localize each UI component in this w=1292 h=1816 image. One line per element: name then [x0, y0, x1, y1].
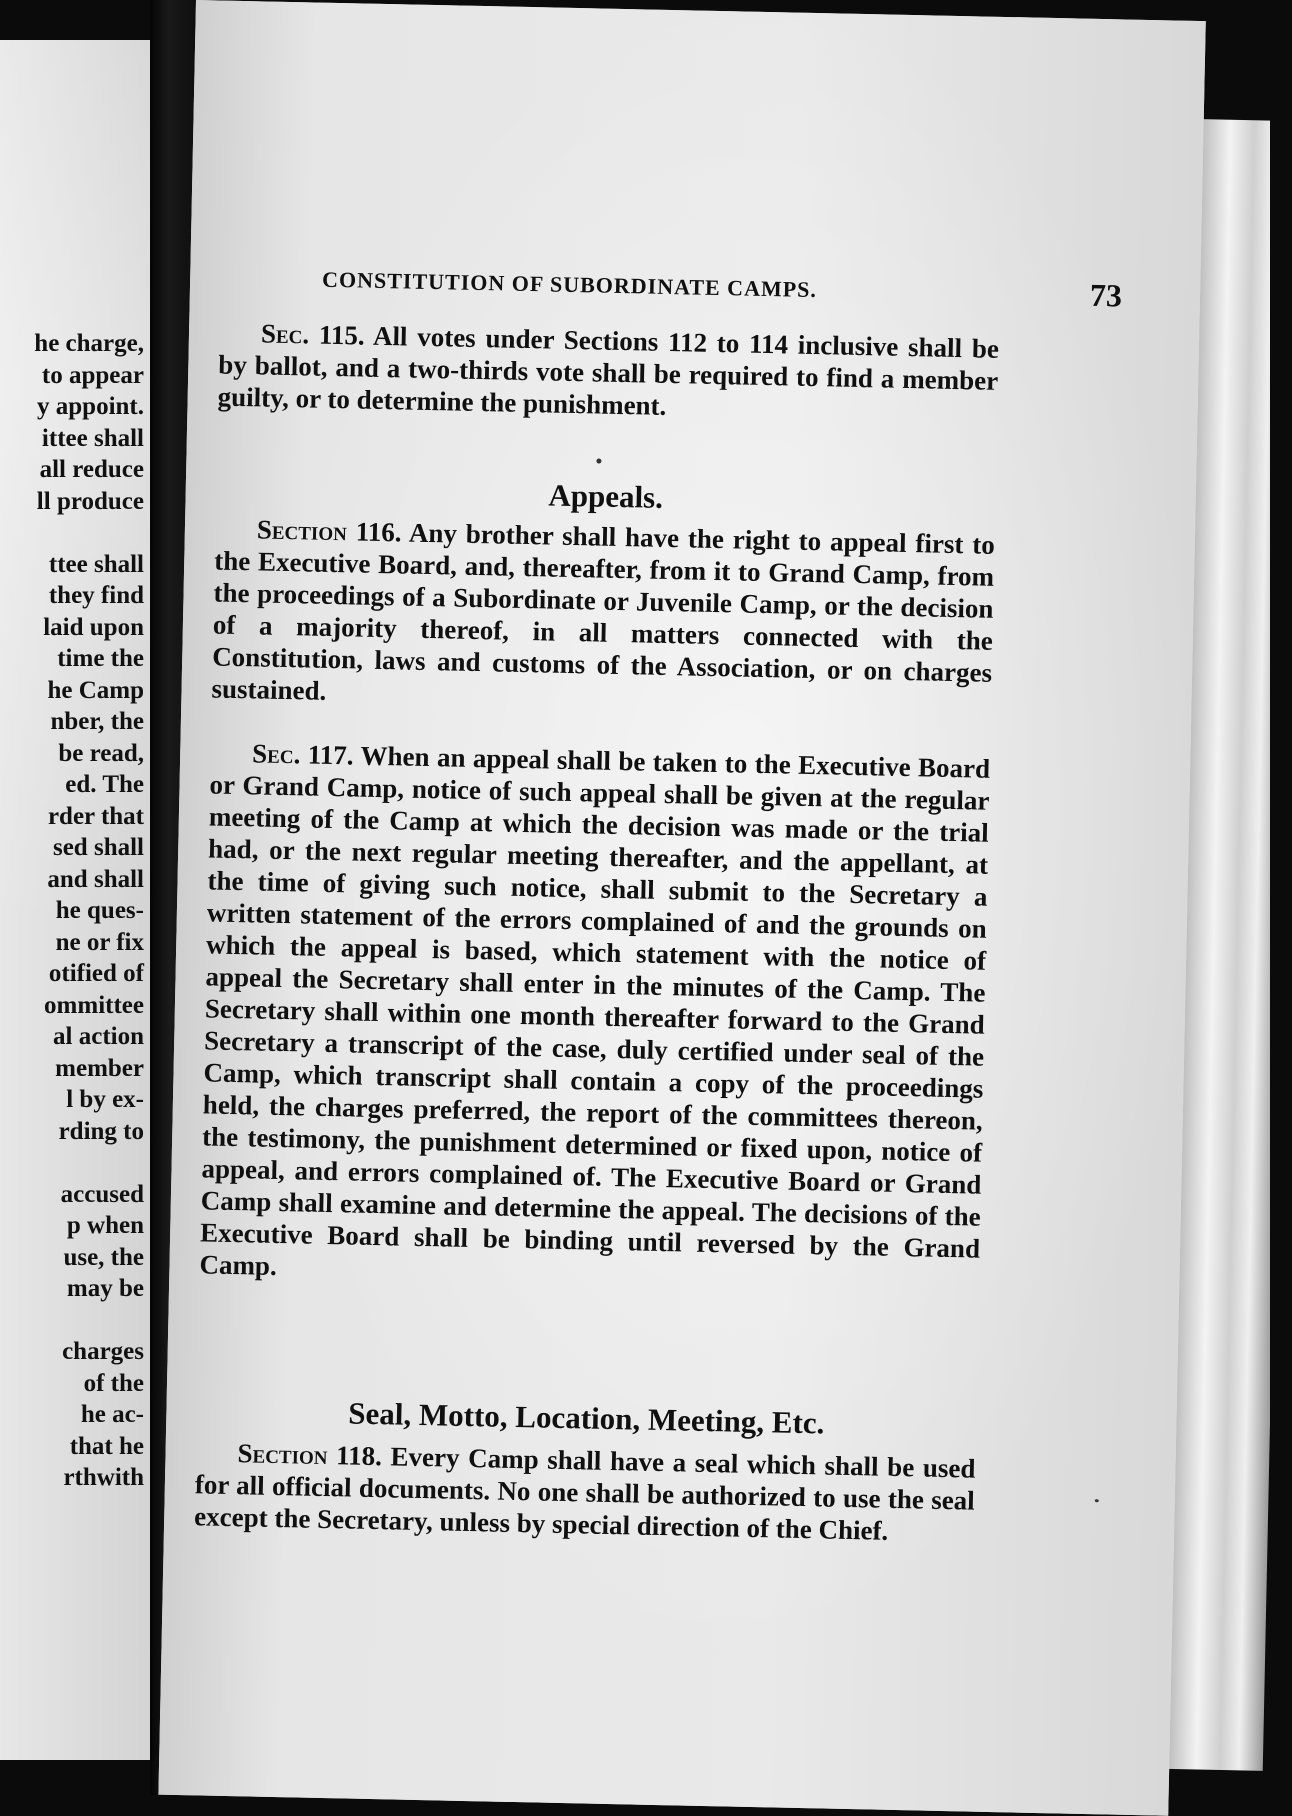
- left-page-line: and shall: [47, 865, 144, 893]
- background-edge: [1270, 0, 1292, 1795]
- left-page-line: that he: [69, 1432, 144, 1460]
- left-page-line: ttee shall: [48, 550, 144, 578]
- section-116-label: Section 116.: [256, 514, 402, 548]
- section-115-text: All votes under Sections 112 to 114 inclusive shall be by ballot, and a two-thirds vote shall be required to find a member guilty, or to determine the punishment.: [217, 320, 1000, 421]
- heading-appeals: Appeals.: [548, 477, 664, 515]
- left-page-line: charges: [62, 1338, 144, 1365]
- section-115: [217, 317, 999, 429]
- left-page-line: nber, the: [50, 708, 144, 735]
- left-page-line: y appoint.: [37, 393, 144, 420]
- paper-speck: [596, 458, 601, 463]
- left-page-line: p when: [66, 1212, 144, 1239]
- left-page-line: of the: [83, 1369, 144, 1397]
- left-page-line: ll produce: [36, 487, 144, 515]
- left-page-line: sed shall: [52, 834, 144, 861]
- left-page-line: may be: [66, 1275, 144, 1302]
- left-page-line: ittee shall: [41, 424, 144, 452]
- section-116-text: Any brother shall have the right to appeal first to the Executive Board, and, thereafter, from it to Grand Camp, from the proceedings of a Subordinate or Juvenile Camp, or the decision of a majority thereof, in all matters connected with the Constitution, laws and customs of the Association, or on charges sustained.: [211, 517, 996, 706]
- left-page-line: ed. The: [65, 771, 144, 798]
- section-117: [199, 736, 990, 1296]
- left-page-line: otified of: [48, 960, 144, 987]
- running-head: [322, 267, 1123, 324]
- left-page-line: to appear: [41, 361, 144, 389]
- left-page-line: laid upon: [43, 613, 144, 641]
- left-page-line: be read,: [58, 739, 144, 767]
- section-118-text: Every Camp shall have a seal which shall be used for all official documents. No one shall be authorized to use the seal except the Secretary, unless by special direction of the Chief.: [193, 1441, 976, 1546]
- section-116: [211, 513, 995, 721]
- page-text-block: [193, 0, 1206, 1546]
- left-page-text: [0, 40, 150, 1760]
- left-page-line: ommittee: [44, 991, 144, 1019]
- left-page-line: ne or fix: [55, 928, 144, 956]
- section-118-label: Section 118.: [237, 1438, 383, 1472]
- section-115-label: Sec. 115.: [260, 318, 366, 351]
- left-page-line: al action: [53, 1023, 144, 1050]
- section-117-label: Sec. 117.: [251, 738, 354, 771]
- left-page-line: rder that: [47, 802, 144, 830]
- section-117-text: When an appeal shall be taken to the Executive Board or Grand Camp, notice of such appeal shall be given at the regular meeting of the Camp at which the decision was made or the trial had, or the next regular meeting thereafter, and the appellant, at the time of giving such notice, shall submit to the Secretary a written statement of the errors complained of and the grounds on which the appeal is based, which statement with the notice of appeal the Secretary shall enter in the minutes of the Camp. The Secretary shall within one month thereafter forward to the Grand Secretary a transcript of the case, duly certified under seal of the Camp, which transcript shall contain a copy of the proceedings held, the charges preferred, the report of the committees thereon, the testimony, the punishment determined or fixed upon, notice of appeal, and errors complained of. The Executive Board or Grand Camp shall examine and determine the appeal. The decisions of the Executive Board shall be binding until reversed by the Grand Camp.: [199, 740, 991, 1281]
- left-page-line: time the: [57, 645, 144, 672]
- section-118: [194, 1436, 976, 1548]
- left-page-line: he ques-: [55, 897, 144, 924]
- page-number: 73: [1089, 276, 1123, 314]
- right-page: [158, 0, 1205, 1816]
- left-page-line: all reduce: [39, 456, 144, 483]
- left-page-line: he Camp: [47, 676, 144, 704]
- left-page-line: member: [55, 1054, 144, 1082]
- left-page-line: they find: [48, 582, 144, 609]
- left-page-line: l by ex-: [66, 1086, 144, 1113]
- left-facing-page: [0, 40, 150, 1760]
- left-page-line: rding to: [58, 1117, 144, 1145]
- left-page-line: he ac-: [80, 1401, 144, 1428]
- paper-speck: [1095, 1499, 1099, 1502]
- running-title: CONSTITUTION OF SUBORDINATE CAMPS.: [321, 266, 818, 303]
- left-page-line: use, the: [63, 1243, 144, 1271]
- left-page-line: he charge,: [34, 330, 144, 357]
- left-page-line: rthwith: [63, 1464, 144, 1491]
- heading-seal-motto: Seal, Motto, Location, Meeting, Etc.: [348, 1395, 825, 1441]
- left-page-line: accused: [60, 1180, 144, 1208]
